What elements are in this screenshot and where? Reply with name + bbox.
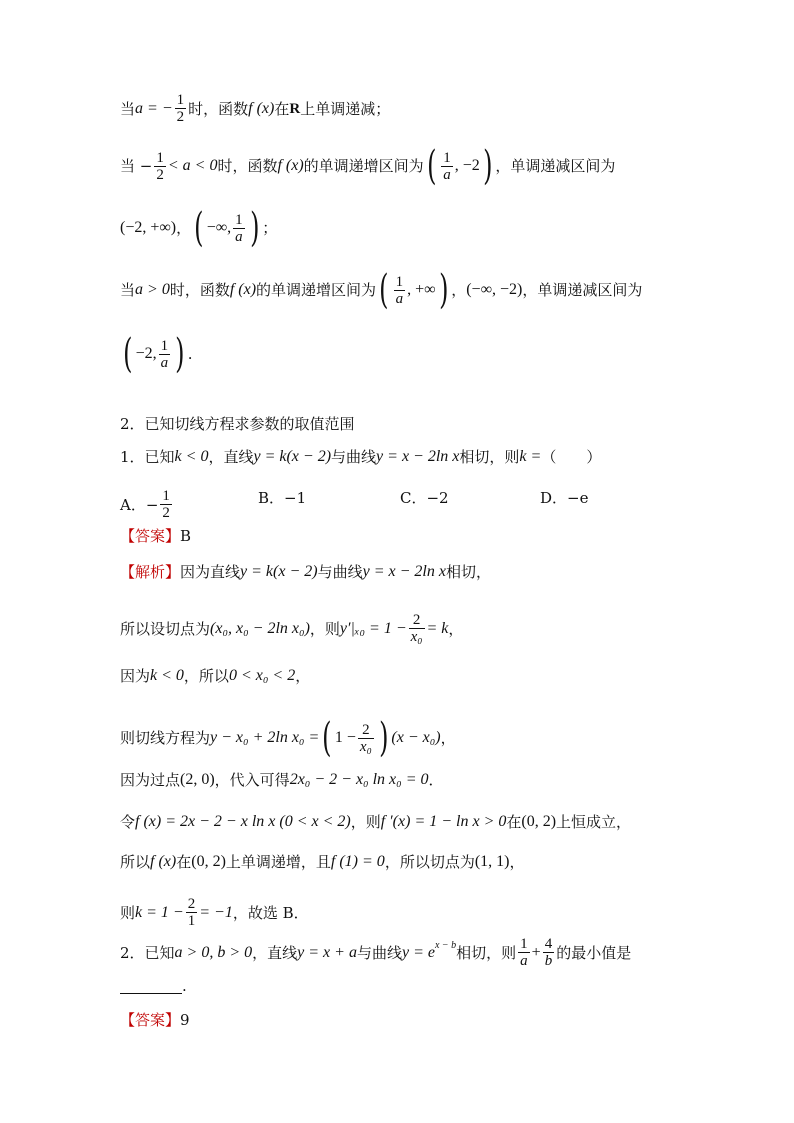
explanation-tag: 【解析】 — [120, 563, 181, 581]
text: . — [187, 345, 193, 363]
frac-num: 1 — [156, 149, 164, 166]
text: 在 — [274, 99, 290, 118]
frac-den: 2 — [162, 505, 170, 521]
math: < a < 0 — [167, 157, 218, 174]
math: −∞, — [206, 219, 232, 236]
right-paren: ) — [438, 267, 449, 313]
option-d — [540, 488, 588, 508]
answer-2 — [120, 1010, 754, 1030]
text: 2．已知 — [120, 943, 175, 962]
math: = k — [426, 619, 449, 637]
section-heading — [120, 414, 754, 434]
text: （ ） — [541, 448, 602, 466]
left-paren: ( — [379, 267, 389, 313]
math: (x − x₀) — [391, 729, 441, 746]
math: f (x) — [248, 99, 275, 117]
math: (0, 2) — [191, 853, 226, 870]
question-1 — [120, 447, 754, 467]
text: ， — [448, 619, 464, 638]
math: f (x) — [150, 853, 177, 870]
option-label: D．−e — [540, 489, 589, 507]
text: 则 — [120, 903, 136, 922]
fraction — [358, 722, 374, 755]
fraction — [518, 936, 530, 969]
text: 因为 — [120, 667, 151, 685]
answer-tag: 【答案】 — [120, 1011, 181, 1029]
math: 0 < x₀ < 2 — [228, 667, 296, 684]
text: ，代入可得 — [214, 771, 290, 789]
explanation-intro — [120, 562, 754, 582]
frac-den: 2 — [176, 109, 185, 125]
frac-den: a — [235, 228, 243, 245]
frac-den: x₀ — [410, 629, 423, 645]
text: 与曲线 — [317, 563, 363, 581]
math: (x₀, x₀ − 2ln x₀) — [210, 619, 310, 637]
math: a = − — [135, 99, 173, 117]
text: 的最小值是 — [556, 943, 632, 962]
text: ，所以 — [183, 667, 229, 685]
text: . — [182, 977, 187, 995]
math: y = e — [401, 943, 435, 961]
math: y − x₀ + 2ln x₀ = — [210, 729, 320, 746]
exponent: x − b — [434, 940, 457, 951]
math: k = — [519, 448, 542, 465]
option-label: C．−2 — [400, 489, 449, 507]
frac-den: b — [544, 953, 553, 969]
frac-den: a — [520, 953, 528, 969]
math: k = 1 − — [135, 903, 184, 921]
text: ； — [262, 219, 278, 237]
fraction — [233, 212, 245, 245]
section-title: 2．已知切线方程求参数的取值范围 — [120, 415, 355, 433]
math: (−2, +∞) — [120, 219, 177, 236]
math: k < 0 — [150, 667, 184, 684]
option-label: A．− — [120, 495, 159, 514]
math: 2x₀ − 2 − x₀ ln x₀ = 0 — [289, 771, 429, 788]
math: (−∞, −2) — [466, 281, 523, 298]
text: 1．已知 — [120, 448, 175, 466]
left-paren: ( — [426, 143, 437, 189]
text: 当 — [120, 281, 136, 299]
frac-den: a — [160, 354, 169, 371]
text: 上单调递减； — [300, 99, 391, 118]
step-range — [120, 666, 754, 686]
frac-num: 1 — [520, 936, 528, 952]
line-case-a-pos — [120, 267, 754, 313]
math: y = k(x − 2) — [240, 563, 318, 580]
math: y = x − 2ln x — [362, 563, 446, 580]
line-intervals — [120, 205, 754, 251]
text: ，单调递减区间为 — [495, 157, 616, 175]
line-case-a-eq — [120, 92, 754, 125]
fraction — [175, 92, 187, 125]
frac-den: a — [395, 290, 404, 307]
math: + — [531, 943, 541, 961]
frac-num: 1 — [162, 488, 170, 504]
step-conclusion — [120, 896, 754, 929]
option-a — [120, 488, 174, 521]
text: ，单调递减区间为 — [522, 281, 643, 299]
text: 在 — [506, 813, 522, 831]
math: y′|ₓ₀ = 1 − — [339, 619, 407, 637]
fraction — [409, 612, 425, 645]
text: 时，函数 — [217, 157, 278, 175]
line-case-neg-half — [120, 143, 754, 189]
fraction — [154, 150, 166, 183]
right-paren: ) — [175, 331, 185, 377]
text: 与曲线 — [331, 448, 377, 466]
math: f (1) = 0 — [330, 853, 385, 870]
math: f (x) = 2x − 2 − x ln x (0 < x < 2) — [135, 813, 351, 830]
text: 相切， — [445, 563, 491, 581]
text: ，直线 — [252, 943, 298, 962]
line-decreasing-interval — [120, 331, 754, 377]
right-paren: ) — [249, 205, 260, 251]
text: 时，函数 — [188, 99, 249, 118]
frac-den: 1 — [187, 913, 196, 929]
question-2-blank-line — [120, 976, 754, 996]
step-pass-point — [120, 770, 754, 790]
text: 当 − — [120, 157, 153, 175]
text: ， — [176, 219, 192, 237]
fraction — [394, 274, 406, 307]
option-label: B．−1 — [258, 489, 307, 507]
math: f (x) — [229, 281, 257, 298]
math: a > 0, b > 0 — [174, 943, 253, 961]
fraction — [160, 488, 172, 521]
text: 令 — [120, 813, 136, 831]
text: 的单调递增区间为 — [256, 281, 377, 299]
text: 当 — [120, 99, 136, 118]
math: y = x + a — [297, 943, 357, 961]
frac-num: 4 — [544, 936, 553, 952]
text: 时，函数 — [169, 281, 230, 299]
math: (2, 0) — [180, 771, 215, 788]
frac-num: 1 — [235, 211, 243, 228]
text: ，故选 B． — [232, 903, 309, 922]
text: 因为直线 — [180, 563, 241, 581]
math: = −1 — [199, 903, 233, 921]
frac-den: 2 — [156, 166, 164, 183]
step-tangent-point — [120, 612, 754, 645]
math: 1 − — [334, 729, 356, 746]
frac-den: a — [443, 166, 451, 183]
answer-value: B — [180, 527, 192, 545]
text: 所以设切点为 — [120, 619, 211, 638]
frac-num: 1 — [443, 149, 451, 166]
text: 上恒成立， — [556, 813, 632, 831]
frac-num: 1 — [160, 337, 169, 354]
text: ． — [428, 771, 444, 789]
text: ，则 — [309, 619, 340, 638]
text: 的单调递增区间为 — [303, 157, 424, 175]
text: ，所以切点为 — [384, 853, 475, 871]
math: k < 0 — [174, 448, 209, 465]
question-2 — [120, 936, 754, 969]
option-b — [258, 488, 306, 508]
math: , −2 — [454, 157, 480, 174]
math: −2, — [135, 345, 157, 362]
answer-1 — [120, 526, 754, 546]
step-tangent-equation — [120, 715, 754, 761]
answer-tag: 【答案】 — [120, 527, 181, 545]
frac-num: 2 — [412, 612, 421, 628]
frac-den: x₀ — [359, 738, 372, 755]
text: 在 — [176, 853, 192, 871]
math: , +∞ — [407, 281, 436, 298]
frac-num: 1 — [176, 92, 185, 108]
option-c — [400, 488, 449, 508]
text: ，直线 — [208, 448, 254, 466]
frac-num: 2 — [187, 896, 196, 912]
fraction — [543, 936, 555, 969]
text: 所以 — [120, 853, 151, 871]
text: ， — [440, 729, 456, 747]
real-set: R — [289, 100, 301, 117]
right-paren: ) — [482, 143, 493, 189]
text: 相切，则 — [459, 448, 520, 466]
text: ， — [509, 853, 525, 871]
text: ， — [451, 281, 467, 299]
text: ， — [295, 667, 311, 685]
text: 因为过点 — [120, 771, 181, 789]
math: f ′(x) = 1 − ln x > 0 — [380, 813, 507, 830]
frac-num: 2 — [362, 721, 370, 738]
math: (1, 1) — [474, 853, 510, 870]
step-define-f — [120, 812, 754, 832]
math: y = k(x − 2) — [253, 448, 332, 465]
fraction — [441, 150, 453, 183]
fraction — [186, 896, 198, 929]
math: y = x − 2ln x — [376, 448, 460, 465]
answer-blank — [120, 979, 182, 994]
frac-num: 1 — [395, 273, 404, 290]
text: 上单调递增，且 — [225, 853, 331, 871]
math: a > 0 — [135, 281, 170, 298]
math: f (x) — [277, 157, 304, 174]
left-paren: ( — [194, 205, 204, 251]
answer-value: 9 — [180, 1011, 190, 1029]
left-paren: ( — [322, 715, 332, 761]
fraction — [159, 338, 171, 371]
step-monotonic — [120, 852, 754, 872]
text: 则切线方程为 — [120, 729, 211, 747]
math: (0, 2) — [521, 813, 557, 830]
left-paren: ( — [123, 331, 133, 377]
text: 与曲线 — [356, 943, 402, 962]
text: ，则 — [350, 813, 381, 831]
text: 相切，则 — [456, 943, 517, 962]
right-paren: ) — [378, 715, 389, 761]
